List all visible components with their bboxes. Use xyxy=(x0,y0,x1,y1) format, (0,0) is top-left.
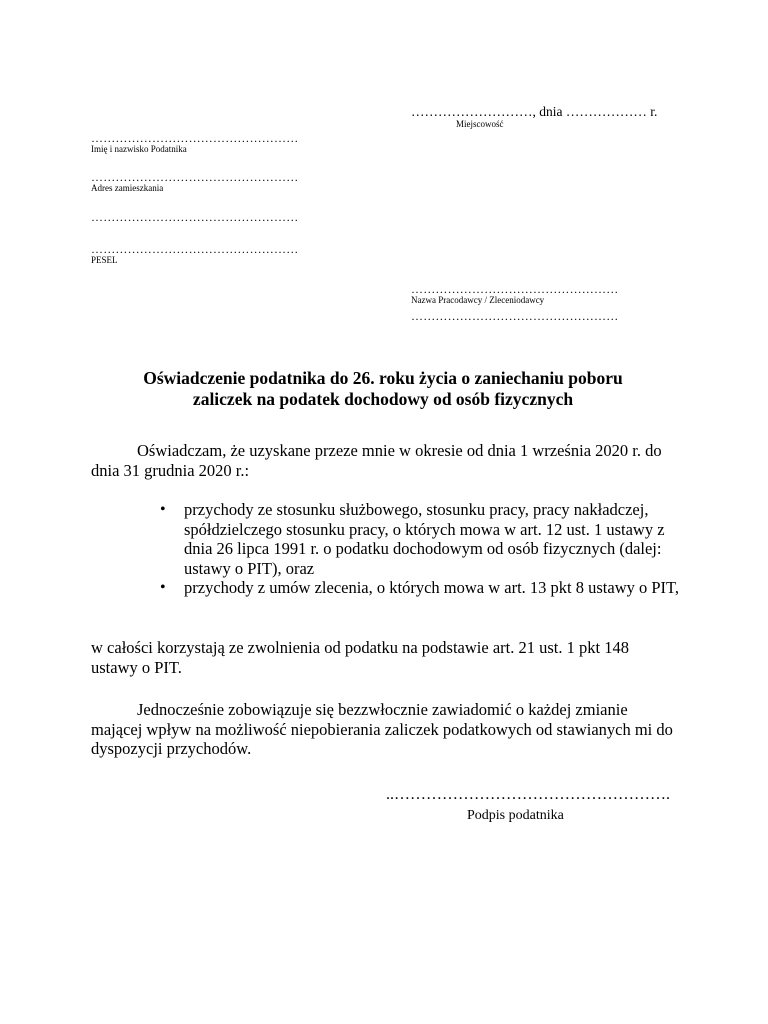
address-label: Adres zamieszkania xyxy=(91,183,164,193)
list-item xyxy=(160,500,680,578)
taxpayer-name-dots: …………………………………………… xyxy=(91,131,299,145)
signature-label: Podpis podatnika xyxy=(467,808,564,823)
income-list xyxy=(160,500,680,598)
list-item-text: przychody ze stosunku służbowego, stosunku pracy, pracy nakładczej, spółdzielczego stosunku pracy, o których mowa w art. 12 ust. 1 ustawy z dnia 26 lipca 1991 r. o podatku dochodowym od osób fizycznych (dalej: ustawy o PIT), oraz xyxy=(184,500,665,578)
bullet-icon: • xyxy=(160,501,166,518)
employer-dots: …………………………………………… xyxy=(411,282,619,296)
title-line-2: zaliczek na podatek dochodowy od osób fizycznych xyxy=(192,389,574,409)
employer-label: Nazwa Pracodawcy / Zleceniodawcy xyxy=(411,295,545,305)
document-title xyxy=(90,368,676,410)
obligation-paragraph: Jednocześnie zobowiązuje się bezzwłocznie zawiadomić o każdej zmianie mającej wpływ na możliwość niepobierania zaliczek podatkowych od stawianych mi do dyspozycji przychodów. xyxy=(91,700,673,758)
intro-paragraph: Oświadczam, że uzyskane przeze mnie w okresie od dnia 1 września 2020 r. do dnia 31 grudnia 2020 r.: xyxy=(91,441,662,480)
taxpayer-name-label: Imię i nazwisko Podatnika xyxy=(91,144,187,154)
address-line2-dots: …………………………………………… xyxy=(91,210,299,224)
title-line-1: Oświadczenie podatnika do 26. roku życia o zaniechaniu poboru xyxy=(143,368,623,388)
place-date-line: ………………………, dnia ……………… r. xyxy=(411,104,658,119)
address-dots: …………………………………………… xyxy=(91,170,299,184)
exemption-paragraph: w całości korzystają ze zwolnienia od podatku na podstawie art. 21 ust. 1 pkt 148 ustawy o PIT. xyxy=(91,638,629,677)
place-label: Miejscowość xyxy=(456,119,504,129)
signature-line: ..……………………………………………. xyxy=(386,786,670,803)
pesel-label: PESEL xyxy=(91,255,118,265)
pesel-dots: …………………………………………… xyxy=(91,242,299,256)
list-item-text: przychody z umów zlecenia, o których mowa w art. 13 pkt 8 ustawy o PIT, xyxy=(184,578,680,597)
list-item xyxy=(160,578,680,598)
employer-line2-dots: …………………………………………… xyxy=(411,309,619,323)
bullet-icon: • xyxy=(160,579,166,596)
